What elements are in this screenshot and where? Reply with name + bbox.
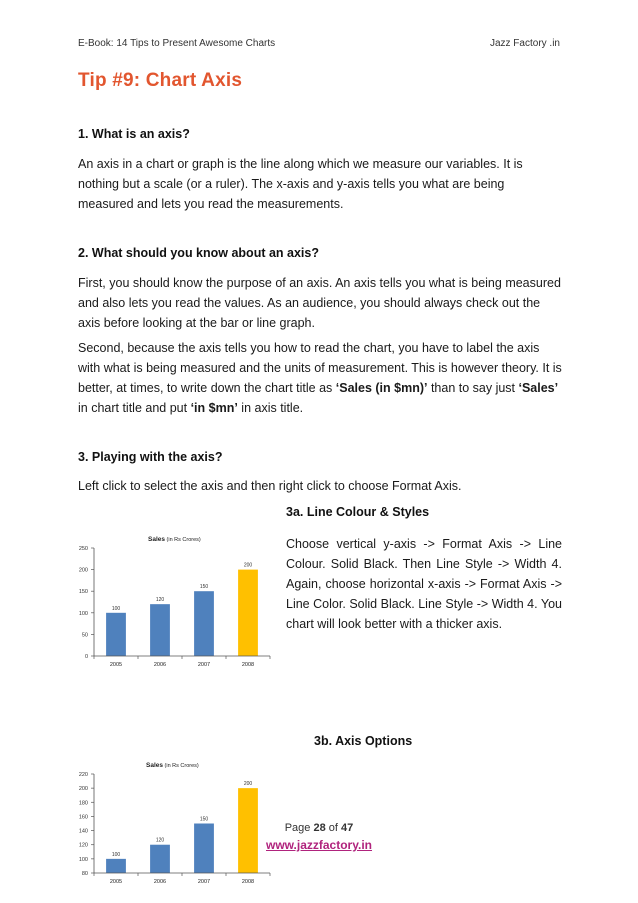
header-right: Jazz Factory .in: [489, 38, 560, 49]
x-tick-label-2005: 2005: [109, 662, 123, 668]
chart-title-suffix: (in Rs Crores): [165, 537, 201, 543]
chart-title-suffix: (in Rs Crores): [163, 763, 199, 769]
y-tick-label: 200: [78, 567, 88, 574]
y-tick-label: 120: [78, 842, 88, 849]
x-tick-label-2007: 2007: [197, 879, 211, 885]
chart-title: Sales (in Rs Crores): [148, 536, 201, 543]
y-tick-label: 250: [78, 546, 88, 552]
subsection-3a-body: Choose vertical y-axis -> Format Axis -> Line Colour. Solid Black. Then Line Style -> Width 4. Again, choose horizontal x-axis -> Format Axis -> Line Color. Solid Black. Line Style -> Width 4. You chart will look better with a thicker axis.: [286, 537, 562, 631]
section-2-paragraph-2: Second, because the axis tells you how to read the chart, you have to label the axis with what is being measured and the units of measurement. This is however theory. It is better, at times, to write down the chart title as ‘Sales (in $mn)’ than to say just ‘Sales’ in chart title and put ‘in $mn’ in axis title.: [78, 341, 562, 415]
bar-2005: [106, 859, 126, 873]
section-1-body: An axis in a chart or graph is the line along which we measure our variables. It is nothing but a scale (or a ruler). The x-axis and y-axis tells you what are being measured and lets you read the measurements.: [78, 157, 523, 211]
data-label-2008: 200: [243, 781, 253, 788]
header-left: E-Book: 14 Tips to Present Awesome Charts: [78, 38, 276, 49]
bar-2006: [150, 604, 170, 656]
data-label-2008: 200: [243, 562, 253, 569]
subsection-3a-heading: 3a. Line Colour & Styles: [286, 505, 430, 519]
bar-2005: [106, 613, 126, 656]
page-number: Page 28 of 47: [284, 822, 354, 834]
y-tick-label: 140: [78, 828, 88, 835]
bar-2007: [194, 591, 214, 656]
chart-sales-axis-0: [70, 528, 280, 676]
section-2-heading: 2. What should you know about an axis?: [78, 246, 319, 260]
section-3-heading: 3. Playing with the axis?: [78, 450, 223, 464]
data-label-2005: 100: [111, 605, 121, 612]
y-tick-label: 100: [78, 610, 88, 617]
data-label-2006: 120: [155, 597, 165, 604]
x-tick-label-2005: 2005: [109, 879, 123, 885]
x-tick-label-2006: 2006: [153, 879, 167, 885]
section-2-paragraph-1: First, you should know the purpose of an axis. An axis tells you what is being measured and also lets you read the values. As an audience, you should always check out the axis before looking at the bar or line graph.: [78, 276, 561, 330]
section-3-body: Left click to select the axis and then right click to choose Format Axis.: [78, 479, 462, 493]
y-tick-label: 160: [78, 814, 88, 821]
y-tick-label: 220: [78, 772, 88, 778]
y-tick-label: 0: [84, 654, 88, 660]
subsection-3b-heading: 3b. Axis Options: [314, 734, 413, 748]
data-label-2006: 120: [155, 837, 165, 844]
website-link[interactable]: www.jazzfactory.in: [265, 838, 373, 852]
data-label-2007: 150: [199, 584, 209, 591]
section-1-heading: 1. What is an axis?: [78, 127, 190, 141]
chart-title: Sales (in Rs Crores): [146, 762, 199, 769]
y-tick-label: 200: [78, 786, 88, 793]
page-title: Tip #9: Chart Axis: [78, 70, 243, 91]
x-tick-label-2006: 2006: [153, 662, 167, 668]
y-tick-label: 150: [78, 589, 88, 596]
y-tick-label: 100: [78, 856, 88, 863]
y-tick-label: 80: [81, 871, 88, 877]
x-tick-label-2008: 2008: [241, 662, 255, 668]
data-label-2005: 100: [111, 851, 121, 858]
data-label-2007: 150: [199, 816, 209, 823]
y-tick-label: 50: [81, 632, 88, 639]
bar-2008: [238, 570, 258, 656]
y-tick-label: 180: [78, 800, 88, 807]
x-tick-label-2007: 2007: [197, 662, 211, 668]
x-tick-label-2008: 2008: [241, 879, 255, 885]
